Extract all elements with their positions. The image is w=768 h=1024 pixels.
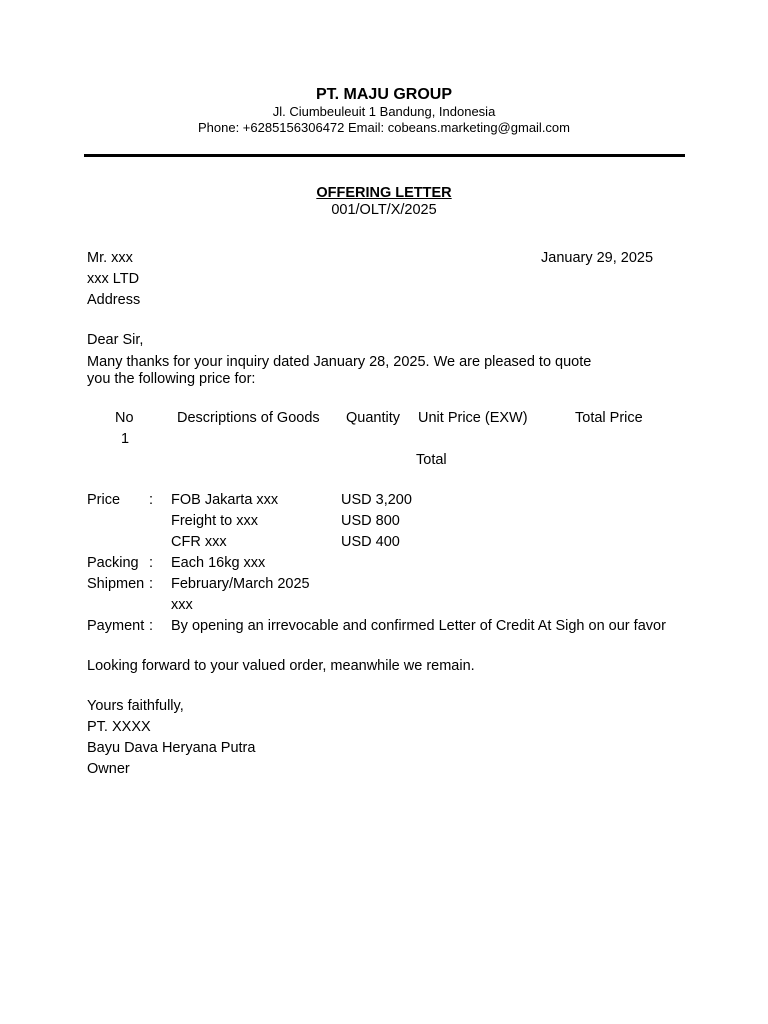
price-line-item: CFR xxx	[171, 534, 227, 550]
price-line-amount: USD 800	[341, 513, 400, 529]
payment-colon: :	[149, 618, 154, 634]
price-line-item: FOB Jakarta xxx	[171, 492, 279, 508]
price-line-amount: USD 400	[341, 534, 400, 550]
recipient-address: Address	[87, 292, 141, 308]
company-address: Jl. Ciumbeuleuit 1 Bandung, Indonesia	[272, 104, 496, 119]
salutation: Dear Sir,	[87, 332, 144, 348]
letter-number: 001/OLT/X/2025	[331, 202, 437, 218]
recipient-company: xxx LTD	[87, 271, 140, 287]
intro-line-1: Many thanks for your inquiry dated January 28, 2025. We are pleased to quote	[87, 354, 592, 370]
table-total-label: Total	[416, 452, 447, 468]
closing-sentence: Looking forward to your valued order, meanwhile we remain.	[87, 658, 475, 674]
intro-line-2: you the following price for:	[87, 371, 256, 387]
recipient-name: Mr. xxx	[87, 250, 133, 266]
company-contact: Phone: +6285156306472 Email: cobeans.marketing@gmail.com	[197, 120, 570, 135]
letter-title: OFFERING LETTER	[316, 185, 452, 201]
packing-colon: :	[149, 555, 154, 571]
packing-value: Each 16kg xxx	[171, 555, 266, 571]
price-line-amount: USD 3,200	[341, 492, 412, 508]
payment-value: By opening an irrevocable and confirmed Letter of Credit At Sigh on our favor	[171, 618, 666, 634]
price-label: Price	[87, 492, 121, 508]
table-header-no: No	[115, 410, 134, 426]
letter-date: January 29, 2025	[541, 250, 654, 266]
payment-label: Payment	[87, 618, 145, 634]
table-header-total-price: Total Price	[575, 410, 643, 426]
packing-label: Packing	[87, 555, 139, 571]
shipment-value: February/March 2025	[171, 576, 310, 592]
table-header-quantity: Quantity	[346, 410, 400, 426]
signature-title: Owner	[87, 761, 130, 777]
shipment-label: Shipmen	[87, 576, 145, 592]
table-header-description: Descriptions of Goods	[177, 410, 320, 426]
shipment-colon: :	[149, 576, 154, 592]
table-row-no: 1	[121, 431, 130, 447]
shipment-extra: xxx	[171, 597, 193, 613]
signature-name: Bayu Dava Heryana Putra	[87, 740, 256, 756]
complimentary-close: Yours faithfully,	[87, 698, 184, 714]
price-colon: :	[149, 492, 154, 508]
letterhead-divider	[84, 154, 685, 157]
price-line-item: Freight to xxx	[171, 513, 259, 529]
table-header-unit-price: Unit Price (EXW)	[418, 410, 528, 426]
company-name: PT. MAJU GROUP	[315, 86, 452, 103]
signature-company: PT. XXXX	[87, 719, 151, 735]
